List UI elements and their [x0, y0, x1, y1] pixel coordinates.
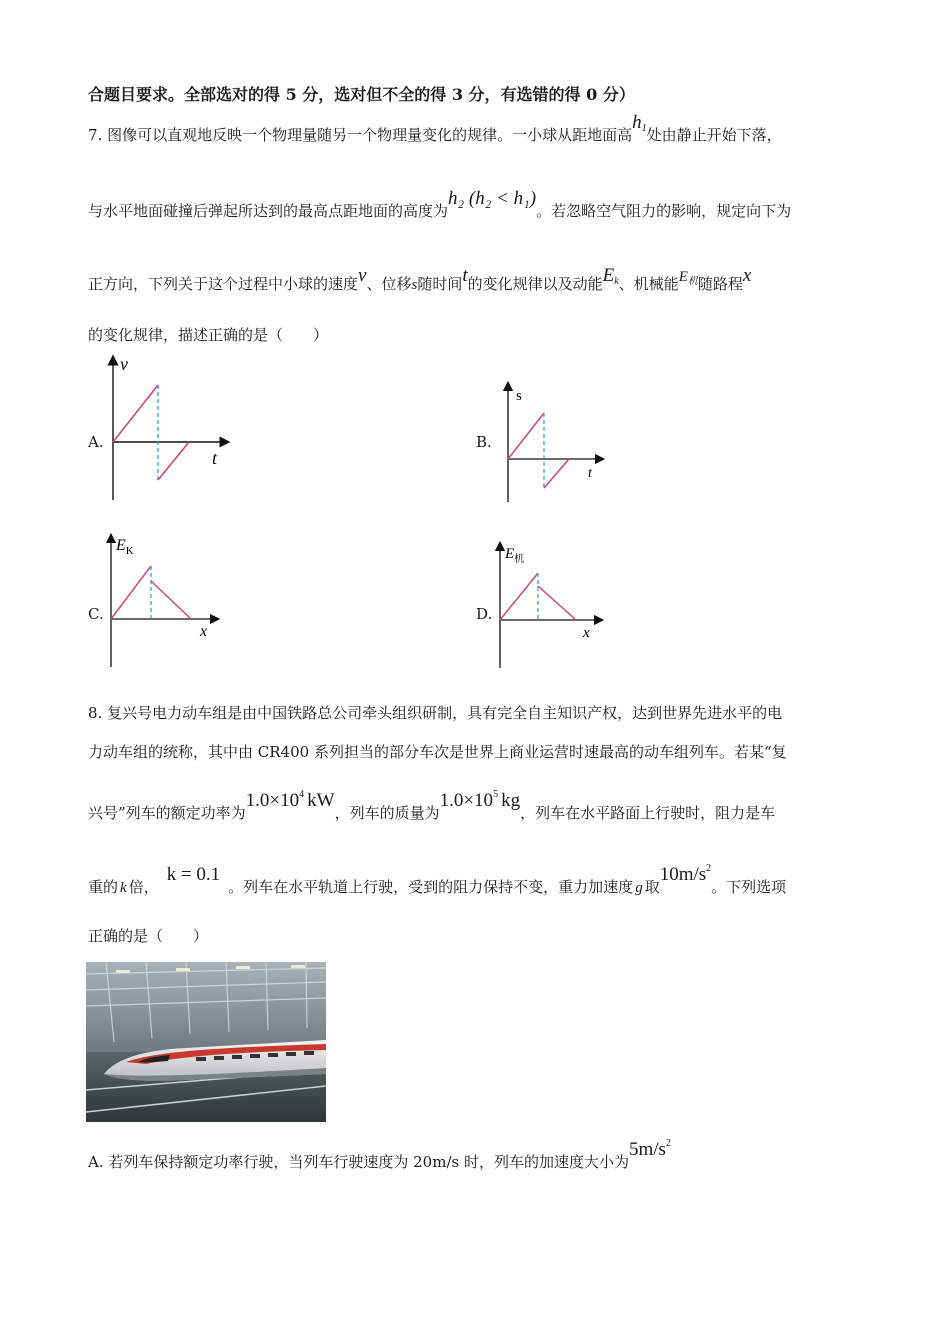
option-c-graph[interactable] [100, 532, 225, 672]
velocity-rebound-line [158, 442, 189, 480]
y-axis-label: v [120, 354, 128, 374]
train-photo [86, 962, 326, 1122]
option-d-graph[interactable] [489, 540, 609, 672]
k-value: k = 0.1 [166, 864, 221, 885]
displacement-rise-line [508, 413, 544, 459]
y-axis-label: s [516, 388, 522, 404]
acceleration-value: $5m/s^2$ [628, 1138, 671, 1160]
rated-power: $1.0\times 10^4$ kW [245, 789, 335, 811]
y-axis-label: $E_K$ [116, 537, 134, 557]
q8-line-4: 重的 k 倍，k = 0.1。列车在水平轨道上行驶，受到的阻力保持不变，重力加速度 g 取$10m/s^2$。下列选项 [88, 863, 787, 896]
emech-fall-line [538, 586, 576, 620]
velocity-rise-line [113, 385, 158, 442]
displacement-rebound-line [544, 459, 569, 488]
train-mass: $1.0\times 10^5$ kg [439, 789, 521, 811]
instruction-text: 合题目要求。全部选对的得 5 分，选对但不全的得 3 分，有选错的得 0 分） [88, 85, 635, 104]
q8-line-3: 兴号”列车的额定功率为$1.0\times 10^4$ kW，列车的质量为$1.0\times 10^5$ kg，列车在水平路面上行驶时，阻力是车 [88, 789, 776, 822]
ek-fall-line [151, 581, 191, 619]
q7-line-4: 的变化规律，描述正确的是（ ） [88, 326, 329, 344]
option-d-label[interactable]: D. [476, 605, 493, 623]
q7-h2-condition: h₂ (h₂ < h₁) [448, 188, 537, 209]
q8-option-a[interactable]: A. 若列车保持额定功率行驶，当列车行驶速度为 20m/s 时，列车的加速度大小为$5m/s^2$ [88, 1138, 671, 1171]
q8-line-1: 8. 复兴号电力动车组是由中国铁路总公司牵头组织研制，具有完全自主知识产权，达到世界先进水平的电 [88, 704, 783, 722]
q7-line-3: 正方向，下列关于这个过程中小球的速度v、位移s随时间t的变化规律以及动能$E_k$、机械能$E_机$随路程x [88, 265, 752, 293]
option-a-label[interactable]: A. [88, 433, 104, 451]
x-axis-label: x [200, 623, 208, 640]
option-b-label[interactable]: B. [476, 433, 492, 451]
option-b-graph[interactable] [496, 380, 611, 508]
x-axis-label: t [212, 448, 218, 468]
emech-rise-line [500, 573, 538, 620]
ek-rise-line [111, 566, 151, 619]
x-axis-label: x [583, 625, 590, 641]
q7-line-2: 与水平地面碰撞后弹起所达到的最高点距地面的高度为h₂ (h₂ < h₁)。若忽略空气阻力的影响，规定向下为 [88, 188, 792, 220]
option-a-graph[interactable] [100, 352, 240, 507]
q7-line-1: 7. 图像可以直观地反映一个物理量随另一个物理量变化的规律。一小球从距地面高$h_1$处由静止开始下落， [88, 112, 782, 144]
y-axis-label: $E_机$ [505, 546, 525, 565]
option-c-label[interactable]: C. [88, 605, 104, 623]
x-axis-label: t [588, 466, 592, 481]
q8-line-5: 正确的是（ ） [88, 927, 209, 945]
q7-text: 7. 图像可以直观地反映一个物理量随另一个物理量变化的规律。一小球从距地面高 [88, 126, 633, 144]
q8-line-2: 力动车组的统称，其中由 CR400 系列担当的部分车次是世界上商业运营时速最高的动车组列车。若某“复 [88, 743, 787, 761]
q7-h1: $h_1$ [632, 112, 647, 134]
g-value: $10m/s^2$ [659, 863, 712, 885]
